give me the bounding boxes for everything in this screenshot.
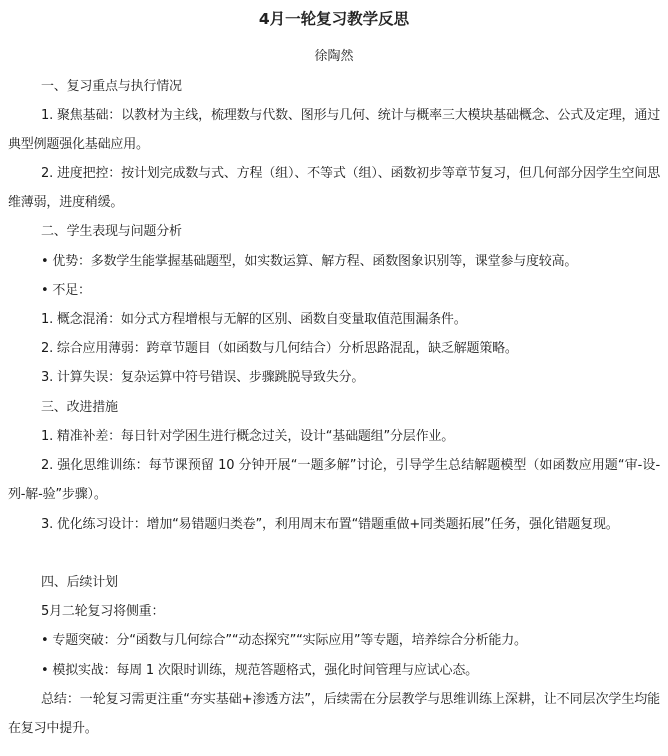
section2-item-1: 1. 概念混淆：如分式方程增根与无解的区别、函数自变量取值范围漏条件。 [41, 312, 467, 327]
section2-advantage: • 优势：多数学生能掌握基础题型，如实数运算、解方程、函数图象识别等，课堂参与度较高。 [41, 254, 578, 269]
section4-bullet-2: • 模拟实战：每周 1 次限时训练，规范答题格式，强化时间管理与应试心态。 [41, 663, 478, 678]
page-title: 4月一轮复习教学反思 [258, 10, 410, 28]
section3-item-3: 3. 优化练习设计：增加“易错题归类卷”，利用周末布置“错题重做+同类题拓展”任务，强化错题复现。 [41, 517, 619, 532]
section3-item-2: 2. 强化思维训练：每节课预留 10 分钟开展“一题多解”讨论，引导学生总结解题模型（如函数应用题“审-设-列-解-验”步骤）。 [8, 458, 660, 502]
section4-intro: 5月二轮复习将侧重： [41, 604, 165, 619]
section-heading-2: 二、学生表现与问题分析 [41, 224, 182, 239]
section4-bullet-1: • 专题突破：分“函数与几何综合”“动态探究”“实际应用”等专题，培养综合分析能力。 [41, 633, 527, 648]
section1-item-1: 1. 聚焦基础：以教材为主线，梳理数与代数、图形与几何、统计与概率三大模块基础概念、公式及定理，通过典型例题强化基础应用。 [8, 108, 660, 152]
section-heading-3: 三、改进措施 [41, 400, 118, 415]
summary-paragraph: 总结：一轮复习需更注重“夯实基础+渗透方法”，后续需在分层教学与思维训练上深耕，让不同层次学生均能在复习中提升。 [8, 692, 660, 736]
section2-shortcoming: • 不足： [41, 283, 91, 298]
section1-item-2: 2. 进度把控：按计划完成数与式、方程（组）、不等式（组）、函数初步等章节复习，但几何部分因学生空间思维薄弱，进度稍缓。 [8, 166, 660, 210]
section-heading-1: 一、复习重点与执行情况 [41, 79, 182, 94]
section3-item-1: 1. 精准补差：每日针对学困生进行概念过关，设计“基础题组”分层作业。 [41, 429, 455, 444]
author-name: 徐陶然 [314, 49, 354, 64]
section-heading-4: 四、后续计划 [41, 575, 118, 590]
section2-item-3: 3. 计算失误：复杂运算中符号错误、步骤跳脱导致失分。 [41, 370, 365, 385]
section2-item-2: 2. 综合应用薄弱：跨章节题目（如函数与几何结合）分析思路混乱，缺乏解题策略。 [41, 341, 518, 356]
